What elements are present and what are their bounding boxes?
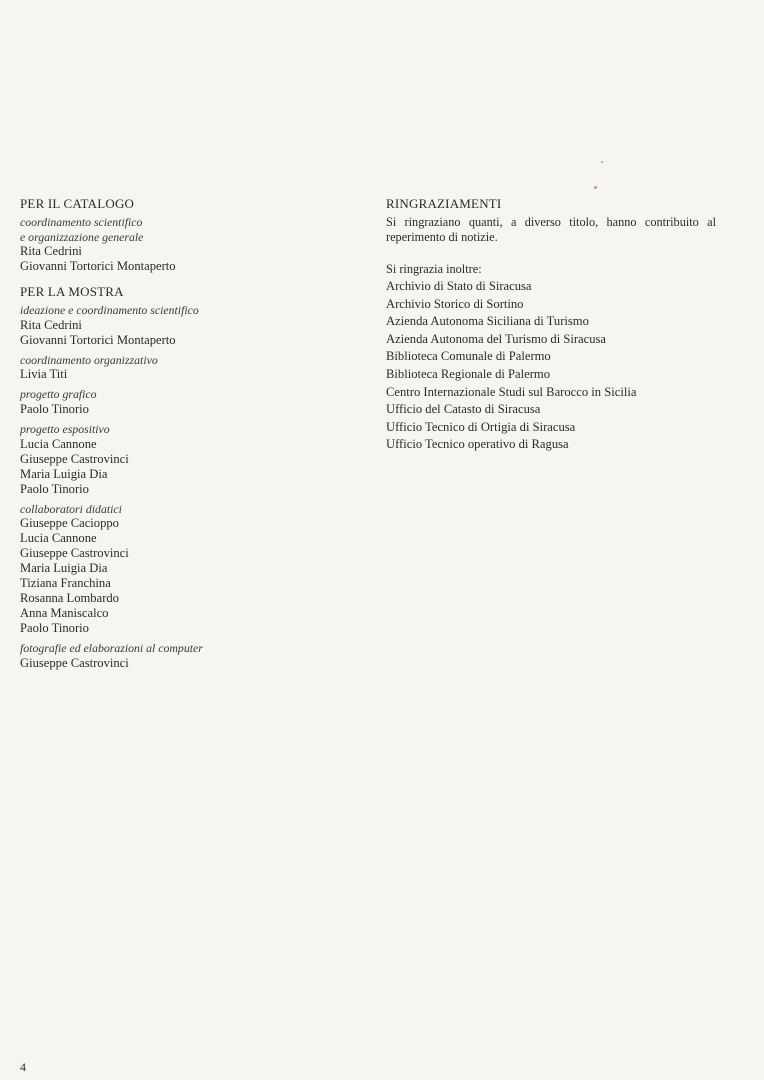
role-group <box>20 215 350 274</box>
ringraziamenti-more-label: Si ringrazia inoltre: <box>386 262 482 276</box>
person-name: Giovanni Tortorici Montaperto <box>20 259 176 274</box>
role-label: coordinamento organizzativo <box>20 352 158 367</box>
person-name: Giuseppe Cacioppo <box>20 516 119 531</box>
person-name: Rita Cedrini <box>20 244 82 259</box>
catalogo-role-list <box>20 215 350 274</box>
person-name: Giuseppe Castrovinci <box>20 451 129 466</box>
ringraziamenti-intro: Si ringraziano quanti, a diverso titolo, hanno contribuito al reperimento di notizie. <box>386 215 716 244</box>
acknowledgements-column <box>386 196 736 454</box>
page-number: 4 <box>20 1060 26 1074</box>
organization-item: Azienda Autonoma del Turismo di Siracusa <box>386 331 607 346</box>
organization-item: Biblioteca Comunale di Palermo <box>386 349 551 364</box>
person-name: Maria Luigia Dia <box>20 466 108 481</box>
mostra-role-list <box>20 303 350 671</box>
organization-item: Archivio Storico di Sortino <box>386 296 524 311</box>
role-group <box>20 422 350 497</box>
organization-item: Azienda Autonoma Siciliana di Turismo <box>386 314 589 329</box>
person-name: Giuseppe Castrovinci <box>20 655 129 670</box>
role-label: fotografie ed elaborazioni al computer <box>20 641 203 656</box>
role-label: progetto grafico <box>20 387 97 402</box>
person-name: Giovanni Tortorici Montaperto <box>20 332 176 347</box>
ringraziamenti-heading: RINGRAZIAMENTI <box>386 196 502 211</box>
person-name: Rita Cedrini <box>20 317 82 332</box>
person-name: Livia Titi <box>20 367 68 382</box>
person-name: Rosanna Lombardo <box>20 591 119 606</box>
role-label: progetto espositivo <box>20 421 110 436</box>
role-label: e organizzazione generale <box>20 229 144 244</box>
role-group <box>20 353 350 383</box>
role-label: collaboratori didatici <box>20 501 122 516</box>
person-name: Paolo Tinorio <box>20 401 89 416</box>
credits-column <box>20 196 350 671</box>
role-group <box>20 502 350 637</box>
organization-item: Archivio di Stato di Siracusa <box>386 279 532 293</box>
organization-item: Ufficio Tecnico di Ortigia di Siracusa <box>386 419 576 434</box>
person-name: Tiziana Franchina <box>20 576 111 591</box>
person-name: Lucia Cannone <box>20 436 97 451</box>
role-label: ideazione e coordinamento scientifico <box>20 303 199 318</box>
role-group <box>20 303 350 348</box>
paper-speck <box>594 186 597 189</box>
catalogo-section <box>20 196 350 274</box>
mostra-section <box>20 284 350 671</box>
role-group <box>20 387 350 417</box>
person-name: Paolo Tinorio <box>20 481 89 496</box>
organization-item: Centro Internazionale Studi sul Barocco in Sicilia <box>386 384 637 399</box>
person-name: Paolo Tinorio <box>20 621 89 636</box>
role-label: coordinamento scientifico <box>20 215 143 229</box>
person-name: Anna Maniscalco <box>20 606 109 621</box>
mostra-heading: PER LA MOSTRA <box>20 284 124 300</box>
organization-list <box>386 278 736 454</box>
person-name: Maria Luigia Dia <box>20 561 108 576</box>
person-name: Giuseppe Castrovinci <box>20 546 129 561</box>
organization-item: Ufficio del Catasto di Siracusa <box>386 402 541 417</box>
organization-item: Biblioteca Regionale di Palermo <box>386 366 551 381</box>
catalogo-heading: PER IL CATALOGO <box>20 196 135 211</box>
paper-speck <box>601 161 603 163</box>
organization-item: Ufficio Tecnico operativo di Ragusa <box>386 437 569 452</box>
person-name: Lucia Cannone <box>20 531 97 546</box>
role-group <box>20 641 350 671</box>
